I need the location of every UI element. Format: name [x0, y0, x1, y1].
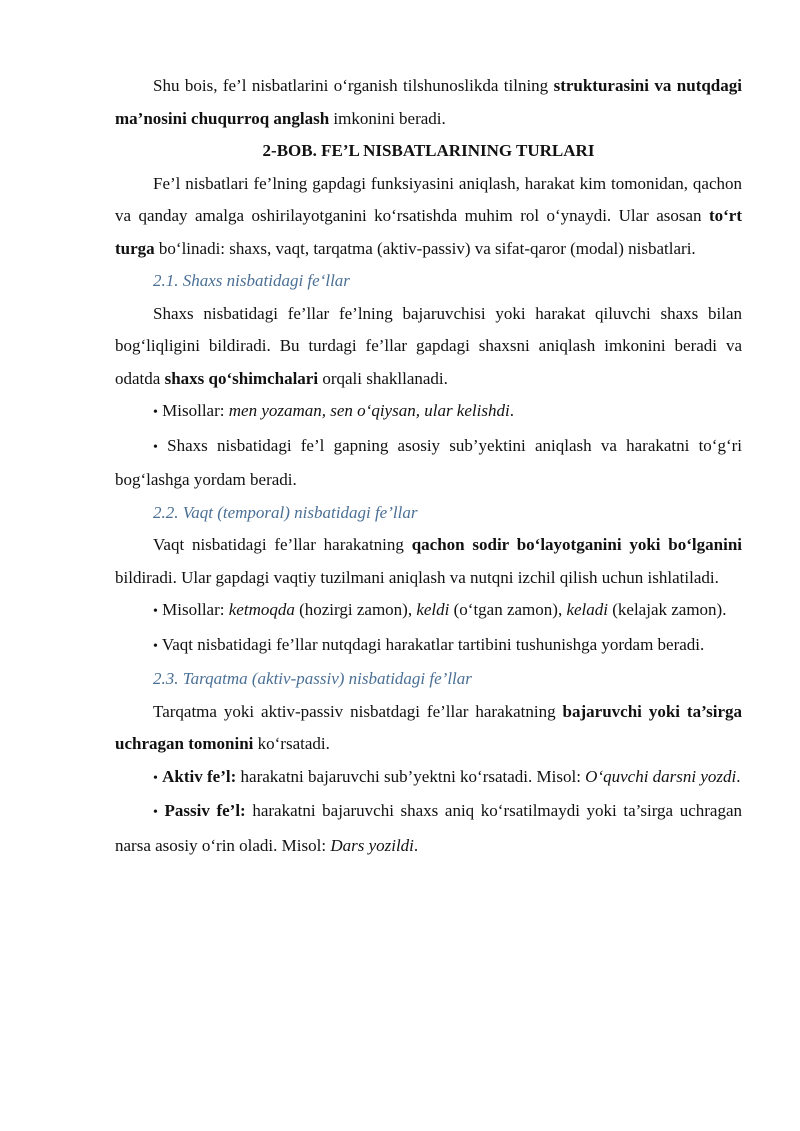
- bullet-item: [115, 761, 742, 796]
- text-run: Tarqatma yoki aktiv-passiv nisbatdagi fe’llar harakatning: [153, 701, 563, 721]
- section-heading-2-1: 2.1. Shaxs nisbatidagi fe‘llar: [153, 271, 350, 290]
- section-2-2-paragraph: [115, 529, 742, 594]
- text-run: ko‘rsatadi.: [253, 734, 330, 753]
- text-run: harakatni bajaruvchi sub’yektni ko‘rsatadi. Misol:: [236, 766, 586, 786]
- text-run: imkonini beradi.: [329, 108, 446, 128]
- bullet-icon: •: [153, 439, 158, 455]
- bold-run: shaxs qo‘shimchalari: [164, 368, 319, 388]
- text-run: Misollar:: [162, 600, 229, 619]
- italic-run: keldi: [416, 600, 450, 619]
- text-run: Misollar:: [162, 401, 229, 420]
- bullet-item: [115, 629, 742, 664]
- text-run: Shu bois, fe’l nisbatlarini o‘rganish tilshunoslikda tilning: [153, 76, 554, 95]
- bullet-item: [115, 430, 742, 497]
- bullet-item: [115, 594, 742, 629]
- italic-run: ketmoqda: [228, 600, 295, 619]
- chapter-intro-paragraph: [115, 168, 742, 266]
- text-run: Shaxs nisbatidagi fe’l gapning asosiy sub’yektini aniqlash va harakatni to‘g‘ri bog‘lashga yordam beradi.: [115, 435, 743, 489]
- italic-run: keladi: [566, 600, 608, 619]
- italic-run: Dars yozildi: [330, 835, 414, 855]
- document-page: [115, 70, 742, 862]
- intro-paragraph: [115, 70, 742, 135]
- section-2-1-paragraph: [115, 298, 742, 396]
- section-2-3-paragraph: [115, 696, 742, 761]
- bullet-icon: •: [153, 604, 158, 619]
- bold-run: Passiv fe’l:: [164, 801, 246, 820]
- text-run: .: [413, 835, 419, 855]
- text-run: Vaqt nisbatidagi fe’llar harakatning: [153, 535, 412, 554]
- bullet-icon: •: [153, 638, 158, 654]
- bullet-item: [115, 395, 742, 430]
- bold-run: strukturasini va nutqdagi ma’nosini chuqurroq anglash: [115, 76, 742, 128]
- text-run: bo‘linadi: shaxs, vaqt, tarqatma (aktiv-passiv) va sifat-qaror (modal) nisbatlari.: [154, 238, 696, 258]
- text-run: (o‘tgan zamon),: [449, 600, 567, 619]
- bold-run: bajaruvchi yoki ta’sirga uchragan tomonini: [115, 701, 742, 753]
- bullet-icon: •: [153, 405, 158, 420]
- bullet-icon: •: [153, 805, 158, 820]
- section-heading-2-3: 2.3. Tarqatma (aktiv-passiv) nisbatidagi fe’llar: [153, 669, 472, 688]
- bold-run: qachon sodir bo‘layotganini yoki bo‘lganini: [411, 535, 743, 554]
- text-run: orqali shakllanadi.: [318, 368, 448, 388]
- text-run: harakatni bajaruvchi shaxs aniq ko‘rsatilmaydi yoki ta’sirga uchragan narsa asosiy o‘rin oladi. Misol:: [115, 801, 742, 855]
- italic-run: O‘quvchi darsni yozdi: [585, 766, 737, 786]
- chapter-title: 2-BOB. FE’L NISBATLARINING TURLARI: [262, 141, 595, 160]
- bold-run: to‘rt turga: [115, 206, 742, 258]
- bullet-icon: •: [153, 770, 158, 786]
- text-run: (kelajak zamon).: [608, 600, 727, 619]
- text-run: (hozirgi zamon),: [294, 600, 417, 619]
- italic-run: men yozaman, sen o‘qiysan, ular kelishdi: [228, 401, 510, 420]
- bullet-item: [115, 795, 742, 862]
- text-run: .: [736, 766, 741, 786]
- text-run: Shaxs nisbatidagi fe’llar fe’lning bajaruvchisi yoki harakat qiluvchi shaxs bilan bog‘liqligini bildiradi. Bu turdagi fe’llar gapdagi shaxsni aniqlash imkonini beradi va odatda: [115, 303, 742, 388]
- text-run: Vaqt nisbatidagi fe’llar nutqdagi harakatlar tartibini tushunishga yordam beradi.: [161, 634, 705, 654]
- section-heading-2-2: 2.2. Vaqt (temporal) nisbatidagi fe’llar: [153, 502, 418, 522]
- text-run: Fe’l nisbatlari fe’lning gapdagi funksiyasini aniqlash, harakat kim tomonidan, qachon va qanday amalga oshirilayotganini ko‘rsatishda muhim rol o‘ynaydi. Ular asosan: [115, 173, 742, 225]
- bold-run: Aktiv fe’l:: [162, 766, 237, 786]
- text-run: bildiradi. Ular gapdagi vaqtiy tuzilmani aniqlash va nutqni izchil qilish uchun ishlatiladi.: [115, 567, 719, 587]
- text-run: .: [509, 401, 514, 420]
